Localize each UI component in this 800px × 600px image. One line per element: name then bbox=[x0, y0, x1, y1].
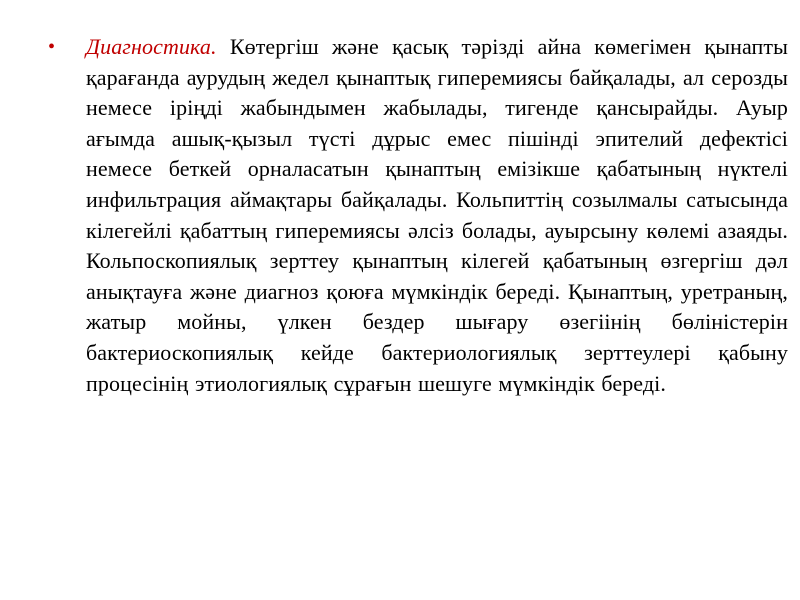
lead-term: Диагностика. bbox=[86, 34, 217, 59]
bullet-icon: • bbox=[48, 36, 56, 58]
diagnosis-paragraph bbox=[86, 32, 788, 399]
body-text: Көтергіш және қасық тәрізді айна көмегімен қынапты қарағанда аурудың жедел қынаптық гиперемиясы байқалады, ал серозды немесе іріңді жабындымен жабылады, тигенде қансырайды. Ауыр ағымда ашық-қызыл түсті дұрыс емес пішінді эпителий дефектісі немесе беткей орналасатын қынаптың емізікше қабатының нүктелі инфильтрация аймақтары байқалады. Кольпиттің созылмалы сатысында кілегейлі қабаттың гиперемиясы әлсіз болады, ауырсыну көлемі азаяды. Кольпоскопиялық зерттеу қынаптың кілегей қабатының өзгергіш дәл анықтауға және диагноз қоюға мүмкіндік береді. Қынаптың, уретраның, жатыр мойны, үлкен бездер шығару өзегіінің бөліністерін бактериоскопиялық кейде бактериологиялық зерттеулері қабыну процесінің этиологиялық сұрағын шешуге мүмкіндік береді. bbox=[86, 34, 788, 396]
